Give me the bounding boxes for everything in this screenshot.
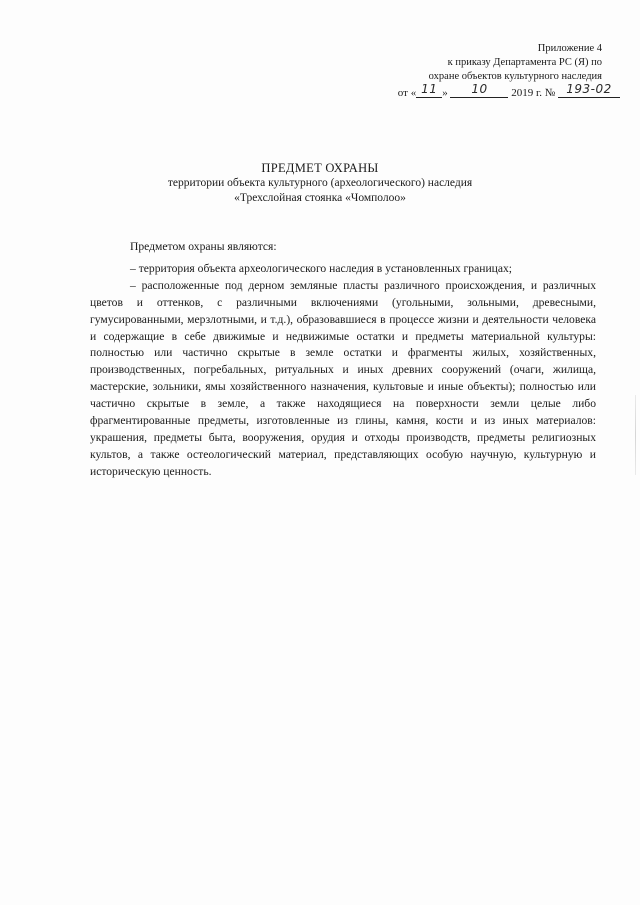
order-date-line (398, 84, 620, 101)
order-reference-line-2: охране объектов культурного наследия (428, 71, 602, 82)
title-subtitle-line-2: «Трехслойная стоянка «Чомполоо» (234, 192, 406, 204)
scan-artifact-line (635, 395, 636, 475)
appendix-block (372, 42, 602, 84)
body-item-soil-layers: – расположенные под дерном земляные пласты различного происхождения, и различных цветов и оттенков, с различными включениями (угольными, зольными, древесными, гумусированными, мерзлотными, и т.д.), образовавшиеся в процессе жизни и деятельности человека и содержащие в себе движимые и недвижимые остатки и предметы материальной культуры: полностью или частично скрытые в земле остатки и фрагменты жилых, хозяйственных, производственных, погребальных, ритуальных и иных древних сооружений (очаги, жилища, мастерские, зольники, ямы хозяйственного назначения, культовые и иные объекты); полностью или частично скрытые в земле, а также находящиеся на поверхности земли целые либо фрагментированные предметы, изготовленные из глины, камня, кости и из иных материалов: украшения, предметы быта, вооружения, орудия и отходы производств, предметы религиозных культов, а также остеологический материал, представляющих особую научную, культурную и историческую ценность. (90, 278, 596, 478)
order-month-handwritten: 10 (471, 82, 488, 96)
order-day-handwritten: 11 (421, 82, 438, 96)
body-item-territory: – территория объекта археологического наследия в установленных границах; (130, 261, 513, 275)
body-lead: Предметом охраны являются: (130, 240, 277, 253)
order-day-blank (416, 84, 442, 98)
order-number-handwritten: 193-02 (566, 82, 612, 96)
order-month-blank (450, 84, 508, 98)
order-prefix: от « (397, 87, 417, 99)
order-number-blank (558, 84, 620, 98)
document-title (0, 160, 640, 206)
order-day-close: » (442, 87, 448, 99)
appendix-label: Приложение 4 (537, 43, 602, 54)
order-year-and-number-label: 2019 г. № (511, 87, 556, 99)
document-body (90, 239, 596, 481)
title-subtitle-line-1: территории объекта культурного (археологического) наследия (167, 177, 473, 189)
order-reference-line-1: к приказу Департамента РС (Я) по (447, 57, 602, 68)
title-main: ПРЕДМЕТ ОХРАНЫ (261, 161, 379, 175)
